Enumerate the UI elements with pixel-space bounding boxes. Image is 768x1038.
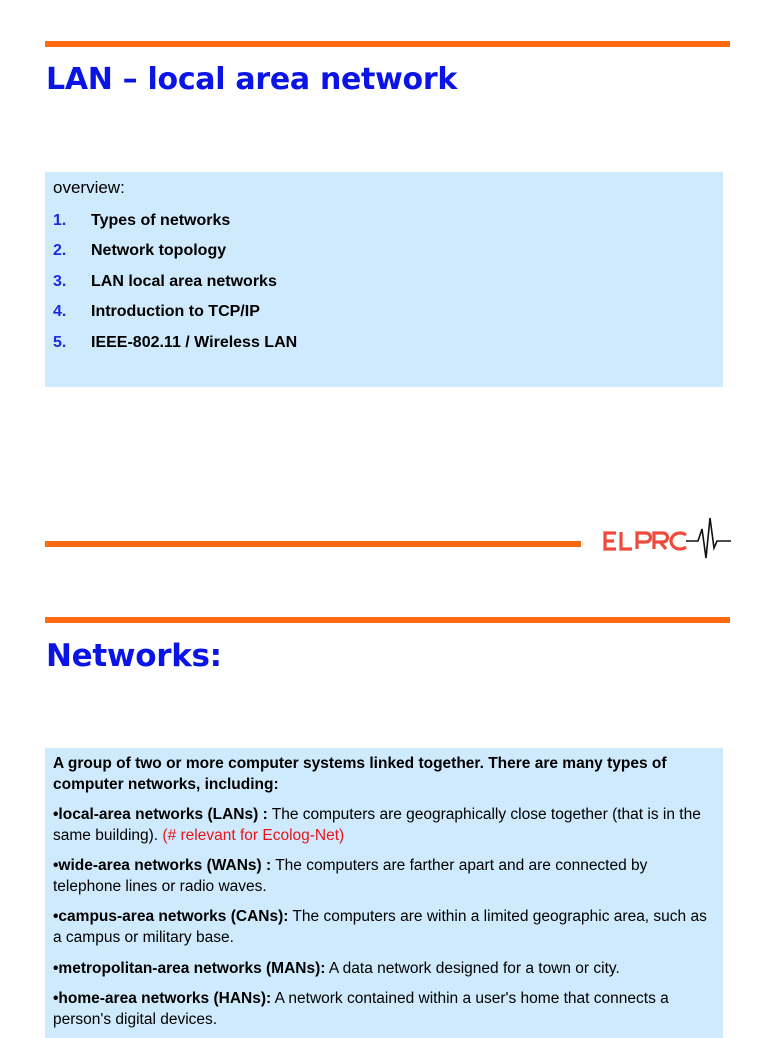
relevance-note: (# relevant for Ecolog-Net) xyxy=(162,827,345,844)
item-number: 5. xyxy=(53,334,67,351)
item-text: Types of networks xyxy=(91,212,231,229)
networks-box xyxy=(45,748,723,1038)
top-accent-rule xyxy=(45,617,730,623)
network-type-item xyxy=(53,958,719,979)
slide-title: LAN – local area network xyxy=(46,62,457,97)
item-number: 2. xyxy=(53,242,67,259)
network-type-item xyxy=(53,855,719,897)
networks-intro: A group of two or more computer systems linked together. There are many types of computer networks, including: xyxy=(53,755,667,793)
item-text: IEEE-802.11 / Wireless LAN xyxy=(91,334,298,351)
network-term: •campus-area networks (CANs): xyxy=(53,908,289,925)
logo-text: ELPRO xyxy=(600,514,604,515)
network-type-item xyxy=(53,804,719,846)
slide-title: Networks: xyxy=(46,638,222,674)
item-number: 4. xyxy=(53,303,67,320)
top-accent-rule xyxy=(45,41,730,47)
overview-box xyxy=(45,172,723,387)
network-description: The computers are farther apart and are connected by telephone lines or radio waves. xyxy=(53,857,648,895)
network-description: The computers are within a limited geographic area, such as a campus or military base. xyxy=(53,908,707,946)
network-description: The computers are geographically close together (that is in the same building). xyxy=(53,806,701,844)
item-text: Introduction to TCP/IP xyxy=(91,303,260,320)
network-type-item xyxy=(53,906,719,948)
slide-networks xyxy=(0,580,768,1028)
network-term: •home-area networks (HANs): xyxy=(53,990,272,1007)
bottom-accent-rule xyxy=(45,541,581,547)
item-text: Network topology xyxy=(91,242,227,259)
network-description: A data network designed for a town or city. xyxy=(325,960,620,977)
network-term: •local-area networks (LANs) : xyxy=(53,806,268,823)
item-text: LAN local area networks xyxy=(91,273,277,290)
network-description: A network contained within a user's home that connects a person's digital devices. xyxy=(53,990,669,1028)
overview-label: overview: xyxy=(53,178,125,197)
item-number: 3. xyxy=(53,273,67,290)
item-number: 1. xyxy=(53,212,67,229)
elpro-logo xyxy=(600,514,732,564)
network-term: •wide-area networks (WANs) : xyxy=(53,857,272,874)
network-term: •metropolitan-area networks (MANs): xyxy=(53,960,326,977)
